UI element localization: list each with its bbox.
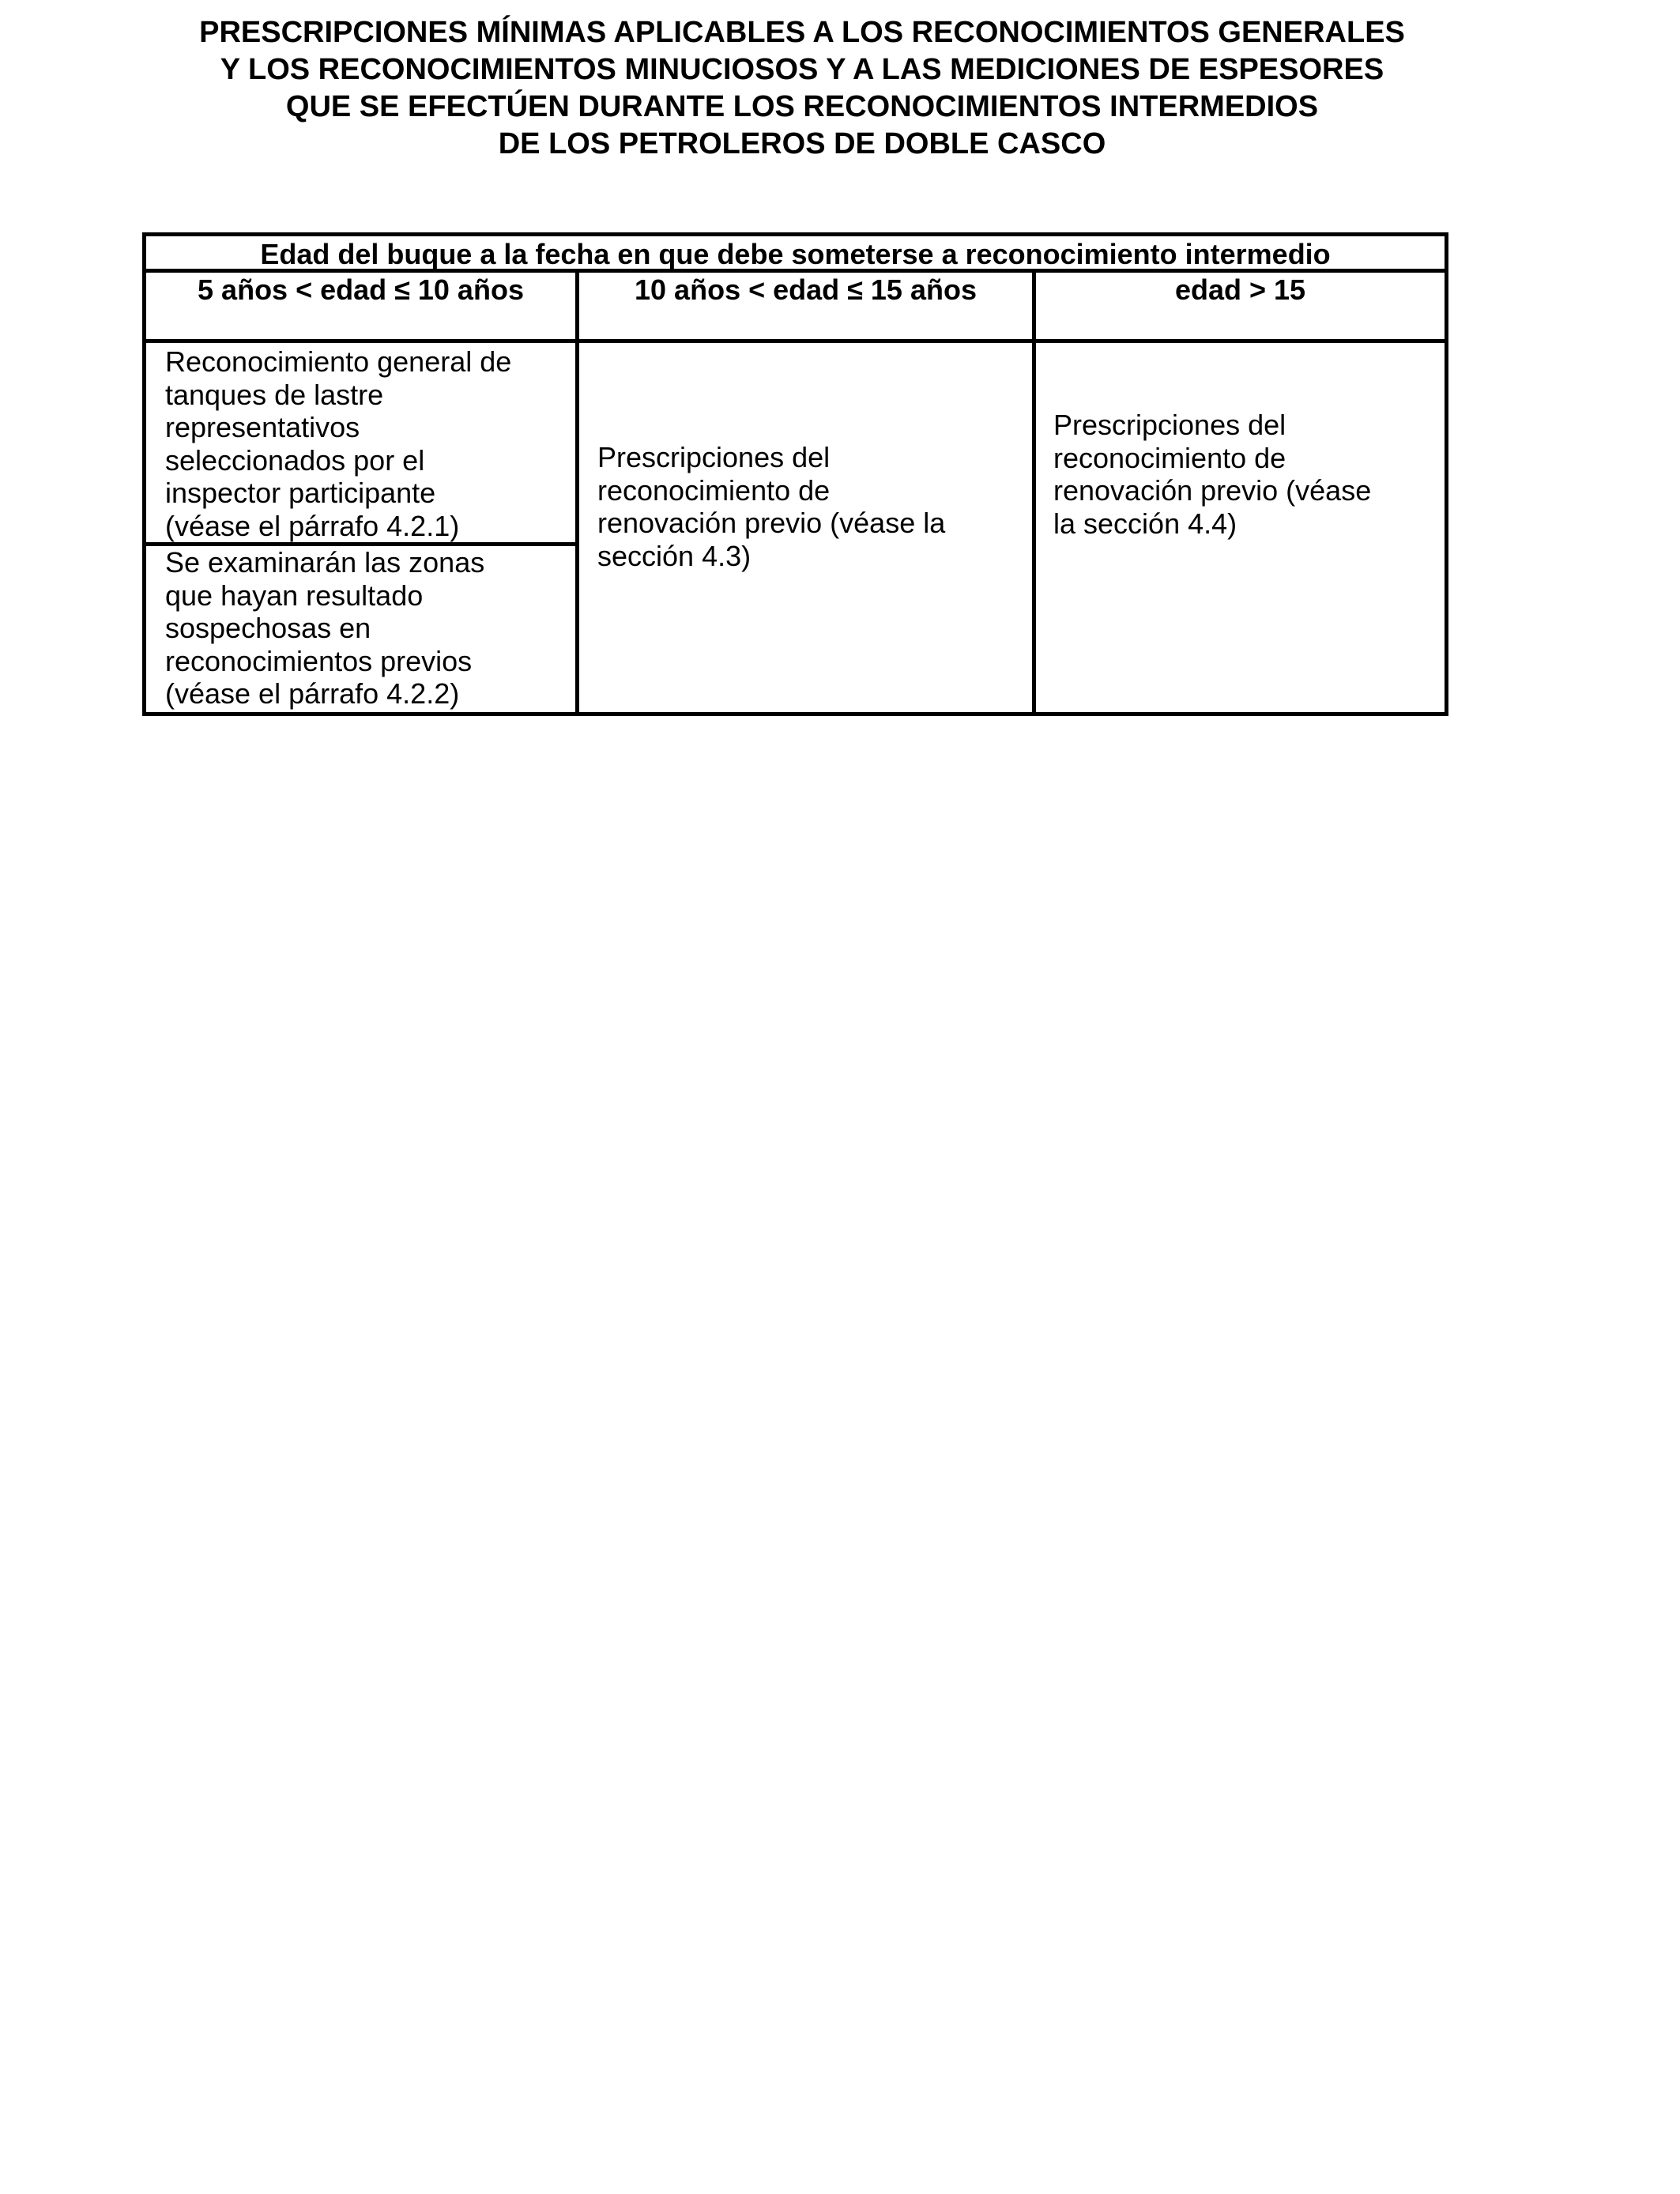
cell-col2-renewal-requirements xyxy=(579,343,1036,712)
cell-line: inspector participante xyxy=(165,477,436,509)
cell-line: sección 4.3) xyxy=(597,539,751,572)
table-main-header xyxy=(146,236,1445,273)
cell-line: (véase el párrafo 4.2.1) xyxy=(165,509,460,542)
column-header-text: edad > 15 xyxy=(1174,273,1306,306)
column-header-5-10 xyxy=(146,273,579,343)
cell-line: Prescripciones del xyxy=(597,441,831,473)
cell-line: (véase el párrafo 4.2.2) xyxy=(165,677,460,710)
title-line: QUE SE EFECTÚEN DURANTE LOS RECONOCIMIENTOS INTERMEDIOS xyxy=(285,90,1319,123)
cell-line: que hayan resultado xyxy=(165,579,424,612)
cell-col1-general-survey xyxy=(146,343,579,546)
cell-line: representativos xyxy=(165,411,360,443)
cell-line: reconocimiento de xyxy=(597,473,831,507)
column-header-text: 10 años < edad ≤ 15 años xyxy=(635,273,977,306)
cell-col1-suspect-areas xyxy=(146,546,579,712)
cell-line: seleccionados por el xyxy=(165,443,425,477)
cell-line: sospechosas en xyxy=(165,612,371,644)
cell-line: la sección 4.4) xyxy=(1053,507,1237,540)
cell-line: tanques de lastre xyxy=(165,378,384,411)
column-header-text: 5 años < edad ≤ 10 años xyxy=(198,273,524,306)
cell-line: reconocimiento de xyxy=(1053,441,1286,474)
main-header-text: Edad del buque a la fecha en que debe someterse a reconocimiento intermedio xyxy=(260,238,1331,270)
title-line: DE LOS PETROLEROS DE DOBLE CASCO xyxy=(498,127,1106,160)
column-header-over-15 xyxy=(1036,273,1445,343)
cell-line: renovación previo (véase xyxy=(1053,474,1372,507)
survey-requirements-table xyxy=(142,232,1448,716)
cell-line: renovación previo (véase la xyxy=(597,507,946,539)
title-line: PRESCRIPCIONES MÍNIMAS APLICABLES A LOS RECONOCIMIENTOS GENERALES xyxy=(199,16,1405,49)
page-title xyxy=(0,14,1604,163)
cell-line: reconocimientos previos xyxy=(165,644,473,677)
cell-col3-renewal-requirements xyxy=(1036,343,1445,712)
cell-line: Se examinarán las zonas xyxy=(165,546,485,579)
title-line: Y LOS RECONOCIMIENTOS MINUCIOSOS Y A LAS MEDICIONES DE ESPESORES xyxy=(220,53,1384,86)
cell-line: Reconocimiento general de xyxy=(165,345,512,378)
column-header-10-15 xyxy=(579,273,1036,343)
cell-line: Prescripciones del xyxy=(1053,409,1286,441)
